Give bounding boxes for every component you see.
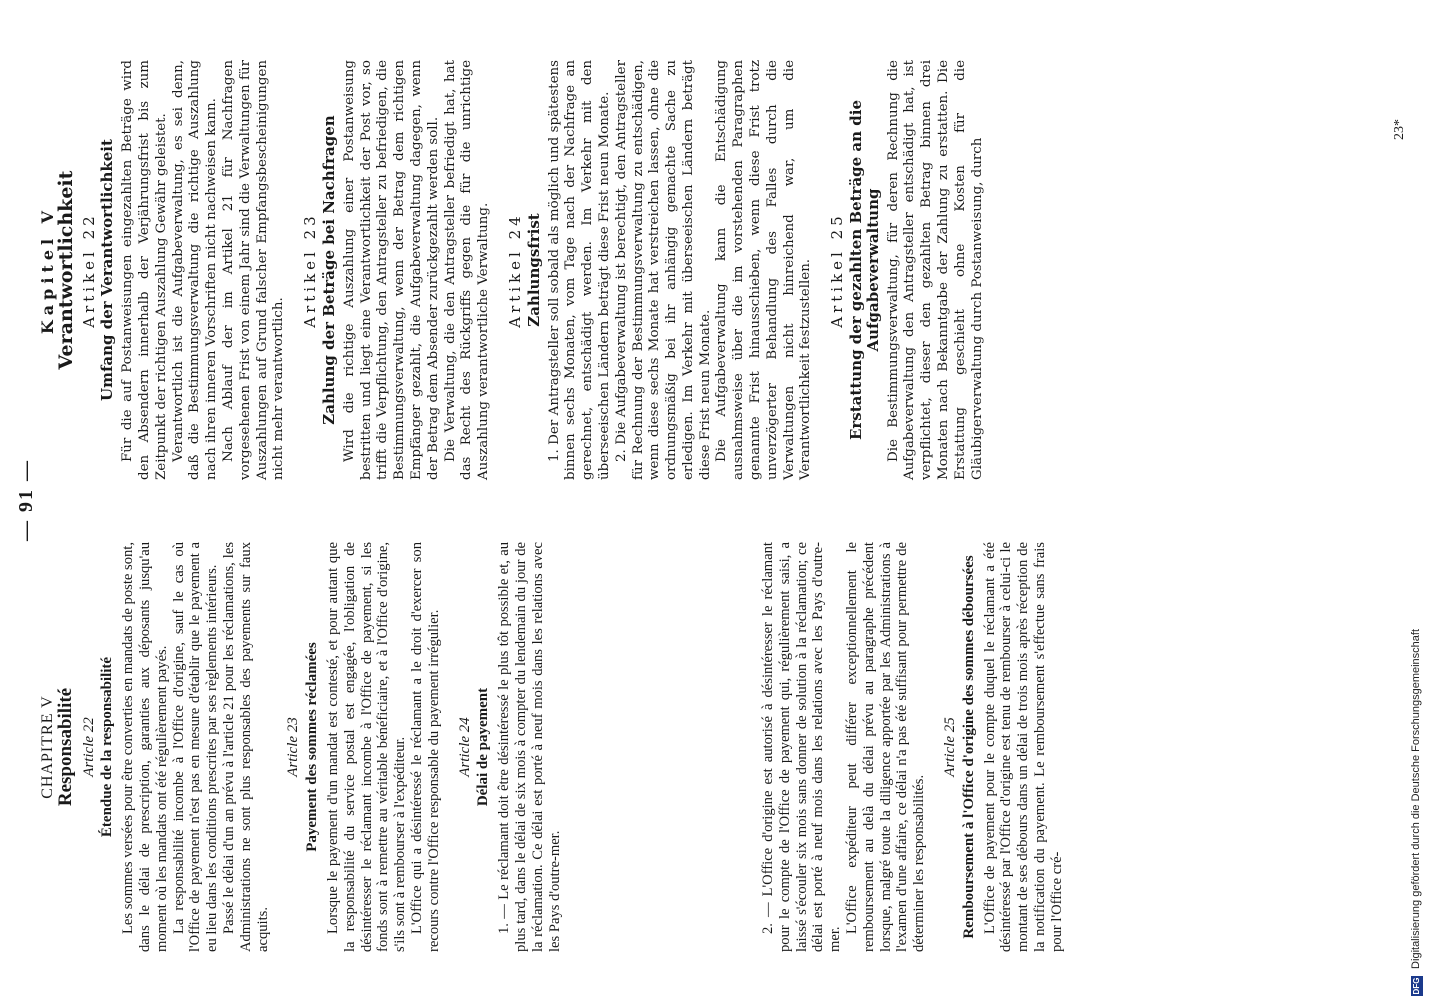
- article-heading: Délai de payement: [475, 687, 492, 807]
- article-label: Artikel 22: [79, 212, 98, 328]
- chapter-label: Kapitel V: [38, 205, 57, 335]
- article-label: Article 22: [80, 717, 97, 777]
- chapter-label: CHAPITRE V: [39, 695, 56, 799]
- article-label: Article 23: [285, 717, 302, 777]
- paragraph: Lorsque le payement d'un mandat est contesté, et pour autant que la responsabilité du service postal est engagée, l'obligation de désintéresser le réclamant incombe à l'Office de payement, si les fonds sont à remettre au véritable bénéficiaire, et à l'Office d'origine, s'ils sont à rembourser à l'expéditeur.: [324, 542, 409, 952]
- chapter-title: Responsabilité: [54, 687, 76, 807]
- paragraph: Die Bestimmungsverwaltung, für deren Rechnung die Aufgabeverwaltung den Antragsteller entschädigt hat, ist verpflichtet, dieser den gezahlten Betrag binnen drei Monaten nach Bekanntgabe der Zahlung zu erstatten. Die Erstattung geschieht ohne Kosten für die Gläubigerverwaltung durch Postanweisung, durch: [885, 60, 985, 480]
- paragraph: Wird die richtige Auszahlung einer Postanweisung bestritten und liegt eine Verantwortlichkeit der Post vor, so trifft die Verpflichtung, den Antragsteller zu befriedigen, die Bestimmungsverwaltung, wenn der Betrag dem richtigen Empfänger gezahlt, die Aufgabeverwaltung dagegen, wenn der Betrag dem Absender zurückgezahlt werden soll.: [341, 60, 441, 480]
- paragraph: Nach Ablauf der im Artikel 21 für Nachfragen vorgesehenen Frist von einem Jahr sind die Verwaltungen für Auszahlungen auf Grund falscher Empfangsbescheinigungen nicht mehr verantwortlich.: [220, 60, 287, 480]
- paragraph: L'Office de payement pour le compte duquel le réclamant a été désintéressé par l'Office d'origine est tenu de rembourser à celui-ci le montant de ses débours dans un délai de trois mois après réception de la notification du payement. Le remboursement s'effectue sans frais pour l'Office cré-: [981, 542, 1065, 952]
- paragraph: 2. — L'Office d'origine est autorisé à désintéresser le réclamant pour le compte de l'Office de payement qui, régulièrement saisi, a laissé s'écouler six mois sans donner de solution à la réclamation; ce délai est porté à neuf mois dans les relations avec les Pays d'outre-mer.: [760, 542, 844, 952]
- paragraph: Die Aufgabeverwaltung kann die Entschädigung ausnahmsweise über die im vorstehenden Paragraphen genannte Frist hinausschieben, wenn diese Frist trotz unverzögerter Behandlung des Falles durch die Verwaltungen nicht hinreichend war, um die Verantwortlichkeit festzustellen.: [714, 60, 814, 480]
- article-heading: Zahlung der Beträge bei Nachfragen: [319, 115, 338, 425]
- paragraph: Die Verwaltung, die den Antragsteller befriedigt hat, hat das Recht des Rückgriffs gegen die für die unrichtige Auszahlung verantwortliche Verwaltung.: [442, 60, 492, 480]
- paragraph: La responsabilité incombe à l'Office d'origine, sauf le cas où l'Office de payement n'est pas en mesure d'établir que le payement a eu lieu dans les conditions prescrites par ses règlements intérieurs.: [170, 542, 221, 952]
- paragraph: L'Office qui a désintéressé le réclamant a le droit d'exercer son recours contre l'Office responsable du payement irrégulier.: [408, 542, 442, 952]
- dfg-logo: DFG: [1412, 977, 1421, 995]
- paragraph: L'Office expéditeur peut différer exceptionnellement le remboursement au delà du délai prévu au paragraphe précédent lorsque, malgré toute la diligence apportée par les Administrations à l'examen d'une affaire, ce délai n'a pas été suffisant pour permettre de déterminer les responsabilités.: [843, 542, 928, 952]
- paragraph: Verantwortlich ist die Aufgabeverwaltung, es sei denn, daß die Bestimmungsverwaltung die richtige Auszahlung nach ihren inneren Vorschriften nicht nachweisen kann.: [170, 60, 220, 480]
- paragraph: Für die auf Postanweisungen eingezahlten Beträge wird den Absendern innerhalb der Verjährungsfrist bis zum Zeitpunkt der richtigen Auszahlung Gewähr geleistet.: [120, 60, 169, 480]
- paragraph: 2. Die Aufgabeverwaltung ist berechtigt, den Antragsteller für Rechnung der Bestimmungsverwaltung zu entschädigen, wenn diese sechs Monate hat verstreichen lassen, ohne die ordnungsmäßig bei ihr anhängig gemachte Sache zu erledigen. Im Verkehr mit überseeischen Ländern beträgt diese Frist neun Monate.: [613, 60, 713, 480]
- page-number: — 91 —: [15, 459, 37, 541]
- french-column-lower: [760, 542, 1066, 952]
- article-heading: Payement des sommes réclamées: [304, 642, 321, 852]
- article-label: Article 25: [941, 717, 958, 777]
- signature-mark: 23*: [1392, 119, 1407, 140]
- article-label: Artikel 24: [505, 212, 524, 328]
- german-column: [40, 60, 986, 480]
- article-heading: Zahlungsfrist: [524, 213, 543, 327]
- article-heading: Étendue de la responsabilité: [99, 656, 116, 838]
- article-label: Artikel 25: [828, 212, 847, 328]
- footer-text: Digitalisierung gefördert durch die Deutsche Forschungsgemeinschaft: [1410, 628, 1422, 969]
- paragraph: Les sommes versées pour être converties en mandats de poste sont, dans le délai de prescription, garanties aux déposants jusqu'au moment où les mandats ont été régulièrement payés.: [120, 542, 170, 952]
- french-column-left: [40, 542, 563, 952]
- article-label: Artikel 23: [301, 212, 320, 328]
- paragraph: Passé le délai d'un an prévu à l'article 21 pour les réclamations, les Administrations ne sont plus responsables des payements sur faux acquits.: [220, 542, 271, 952]
- footer: [1406, 0, 1428, 1000]
- chapter-title: Verantwortlichkeit: [54, 170, 77, 370]
- article-heading: Remboursement à l'Office d'origine des sommes déboursées: [960, 555, 977, 939]
- paragraph: 1. Der Antragsteller soll sobald als möglich und spätestens binnen sechs Monaten, vom Tage nach der Nachfrage an gerechnet, entschädigt werden. Im Verkehr mit den überseeischen Ländern beträgt diese Frist neun Monate.: [546, 60, 612, 480]
- article-heading: Umfang der Verantwortlichkeit: [98, 139, 117, 401]
- paragraph: 1. — Le réclamant doit être désintéressé le plus tôt possible et, au plus tard, dans le délai de six mois à compter du lendemain du jour de la réclamation. Ce délai est porté à neuf mois dans les relations avec les Pays d'outre-mer.: [496, 542, 563, 952]
- article-heading: Erstattung der gezahlten Beträge an die Aufgabeverwaltung: [847, 99, 882, 441]
- article-label: Article 24: [456, 717, 473, 777]
